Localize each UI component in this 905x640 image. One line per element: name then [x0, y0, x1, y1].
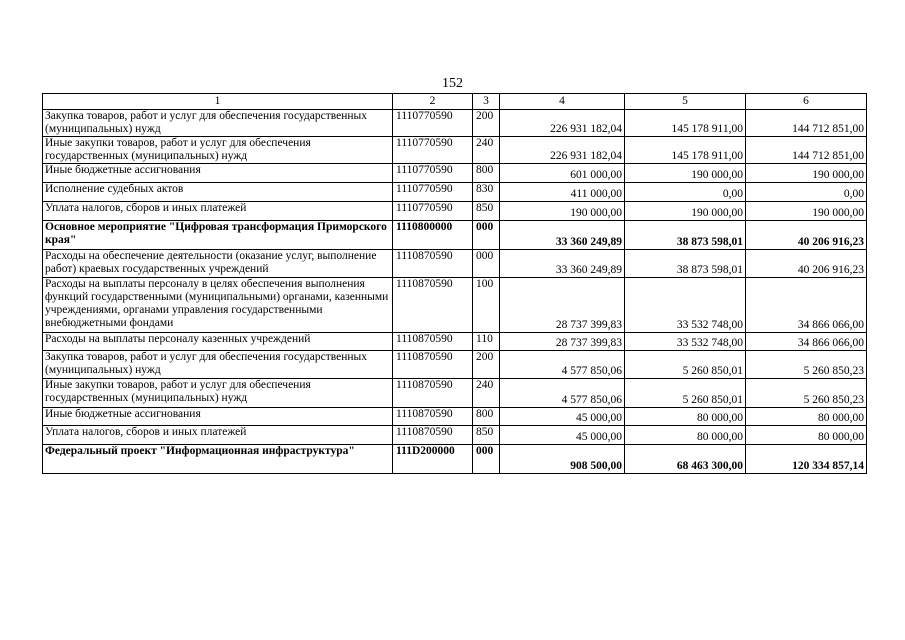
row-value-6: 5 260 850,23 [746, 351, 867, 379]
header-cell: 4 [500, 94, 625, 110]
row-name: Иные бюджетные ассигнования [43, 408, 393, 426]
table-row [43, 408, 867, 426]
row-code: 1110800000 [393, 221, 473, 250]
row-vr: 200 [473, 351, 500, 379]
row-code: 1110770590 [393, 110, 473, 137]
row-value-6: 80 000,00 [746, 426, 867, 445]
row-vr: 000 [473, 250, 500, 278]
table-row [43, 278, 867, 333]
row-value-5: 145 178 911,00 [625, 137, 746, 164]
row-vr: 800 [473, 164, 500, 183]
row-value-5: 38 873 598,01 [625, 250, 746, 278]
row-vr: 240 [473, 379, 500, 408]
row-value-4: 411 000,00 [500, 183, 625, 202]
row-value-5: 33 532 748,00 [625, 278, 746, 333]
page-number: 152 [442, 76, 463, 91]
row-value-4: 908 500,00 [500, 445, 625, 474]
row-value-6: 190 000,00 [746, 164, 867, 183]
row-code: 1110770590 [393, 202, 473, 221]
row-vr: 000 [473, 445, 500, 474]
row-value-4: 28 737 399,83 [500, 278, 625, 333]
row-value-4: 45 000,00 [500, 426, 625, 445]
row-name: Закупка товаров, работ и услуг для обеспечения государственных (муниципальных) нужд [43, 110, 393, 137]
row-vr: 200 [473, 110, 500, 137]
row-value-5: 145 178 911,00 [625, 110, 746, 137]
row-value-5: 5 260 850,01 [625, 351, 746, 379]
row-value-5: 5 260 850,01 [625, 379, 746, 408]
table-row [43, 110, 867, 137]
table-row [43, 164, 867, 183]
row-code: 1110870590 [393, 351, 473, 379]
row-value-4: 33 360 249,89 [500, 221, 625, 250]
row-value-4: 45 000,00 [500, 408, 625, 426]
row-value-5: 190 000,00 [625, 164, 746, 183]
row-code: 111D200000 [393, 445, 473, 474]
row-name: Расходы на обеспечение деятельности (оказание услуг, выполнение работ) краевых государственных учреждений [43, 250, 393, 278]
row-value-6: 40 206 916,23 [746, 250, 867, 278]
row-vr: 850 [473, 202, 500, 221]
row-value-5: 0,00 [625, 183, 746, 202]
row-value-4: 33 360 249,89 [500, 250, 625, 278]
row-name: Закупка товаров, работ и услуг для обеспечения государственных (муниципальных) нужд [43, 351, 393, 379]
row-name: Иные закупки товаров, работ и услуг для обеспечения государственных (муниципальных) нужд [43, 137, 393, 164]
row-value-4: 601 000,00 [500, 164, 625, 183]
row-name: Расходы на выплаты персоналу в целях обеспечения выполнения функций государственными (муниципальными) органами, казенными учреждениями, органами управления государственными внебюджетными фондами [43, 278, 393, 333]
table-row [43, 333, 867, 351]
row-name: Иные бюджетные ассигнования [43, 164, 393, 183]
row-name: Исполнение судебных актов [43, 183, 393, 202]
table-row-federal-project [43, 445, 867, 474]
row-vr: 100 [473, 278, 500, 333]
row-value-4: 226 931 182,04 [500, 137, 625, 164]
row-value-4: 226 931 182,04 [500, 110, 625, 137]
row-vr: 000 [473, 221, 500, 250]
row-value-4: 190 000,00 [500, 202, 625, 221]
row-value-6: 80 000,00 [746, 408, 867, 426]
table-row [43, 137, 867, 164]
row-value-6: 34 866 066,00 [746, 333, 867, 351]
row-value-6: 190 000,00 [746, 202, 867, 221]
row-value-6: 120 334 857,14 [746, 445, 867, 474]
row-vr: 800 [473, 408, 500, 426]
row-name: Уплата налогов, сборов и иных платежей [43, 426, 393, 445]
row-value-6: 34 866 066,00 [746, 278, 867, 333]
table-row [43, 183, 867, 202]
row-code: 1110870590 [393, 408, 473, 426]
row-code: 1110770590 [393, 137, 473, 164]
table-row [43, 202, 867, 221]
row-vr: 110 [473, 333, 500, 351]
table-header-row [43, 94, 867, 110]
row-value-6: 144 712 851,00 [746, 137, 867, 164]
row-value-6: 144 712 851,00 [746, 110, 867, 137]
row-vr: 850 [473, 426, 500, 445]
row-code: 1110870590 [393, 379, 473, 408]
row-code: 1110770590 [393, 183, 473, 202]
row-name: Федеральный проект "Информационная инфраструктура" [43, 445, 393, 474]
header-cell: 5 [625, 94, 746, 110]
header-cell: 3 [473, 94, 500, 110]
table-row-main-activity [43, 221, 867, 250]
row-value-4: 4 577 850,06 [500, 351, 625, 379]
row-value-5: 33 532 748,00 [625, 333, 746, 351]
row-value-6: 0,00 [746, 183, 867, 202]
row-code: 1110870590 [393, 278, 473, 333]
row-code: 1110870590 [393, 333, 473, 351]
header-cell: 6 [746, 94, 867, 110]
budget-table [42, 93, 867, 474]
row-value-5: 190 000,00 [625, 202, 746, 221]
row-value-5: 80 000,00 [625, 426, 746, 445]
row-value-6: 40 206 916,23 [746, 221, 867, 250]
row-value-4: 28 737 399,83 [500, 333, 625, 351]
row-value-5: 68 463 300,00 [625, 445, 746, 474]
row-value-6: 5 260 850,23 [746, 379, 867, 408]
row-name: Расходы на выплаты персоналу казенных учреждений [43, 333, 393, 351]
row-vr: 240 [473, 137, 500, 164]
row-value-5: 38 873 598,01 [625, 221, 746, 250]
table-row [43, 351, 867, 379]
table-row [43, 379, 867, 408]
row-name: Иные закупки товаров, работ и услуг для обеспечения государственных (муниципальных) нужд [43, 379, 393, 408]
header-cell: 2 [393, 94, 473, 110]
row-code: 1110870590 [393, 250, 473, 278]
table-row [43, 426, 867, 445]
header-cell: 1 [43, 94, 393, 110]
row-name: Основное мероприятие "Цифровая трансформация Приморского края" [43, 221, 393, 250]
table-row [43, 250, 867, 278]
row-value-4: 4 577 850,06 [500, 379, 625, 408]
row-name: Уплата налогов, сборов и иных платежей [43, 202, 393, 221]
row-code: 1110870590 [393, 426, 473, 445]
row-value-5: 80 000,00 [625, 408, 746, 426]
row-vr: 830 [473, 183, 500, 202]
row-code: 1110770590 [393, 164, 473, 183]
